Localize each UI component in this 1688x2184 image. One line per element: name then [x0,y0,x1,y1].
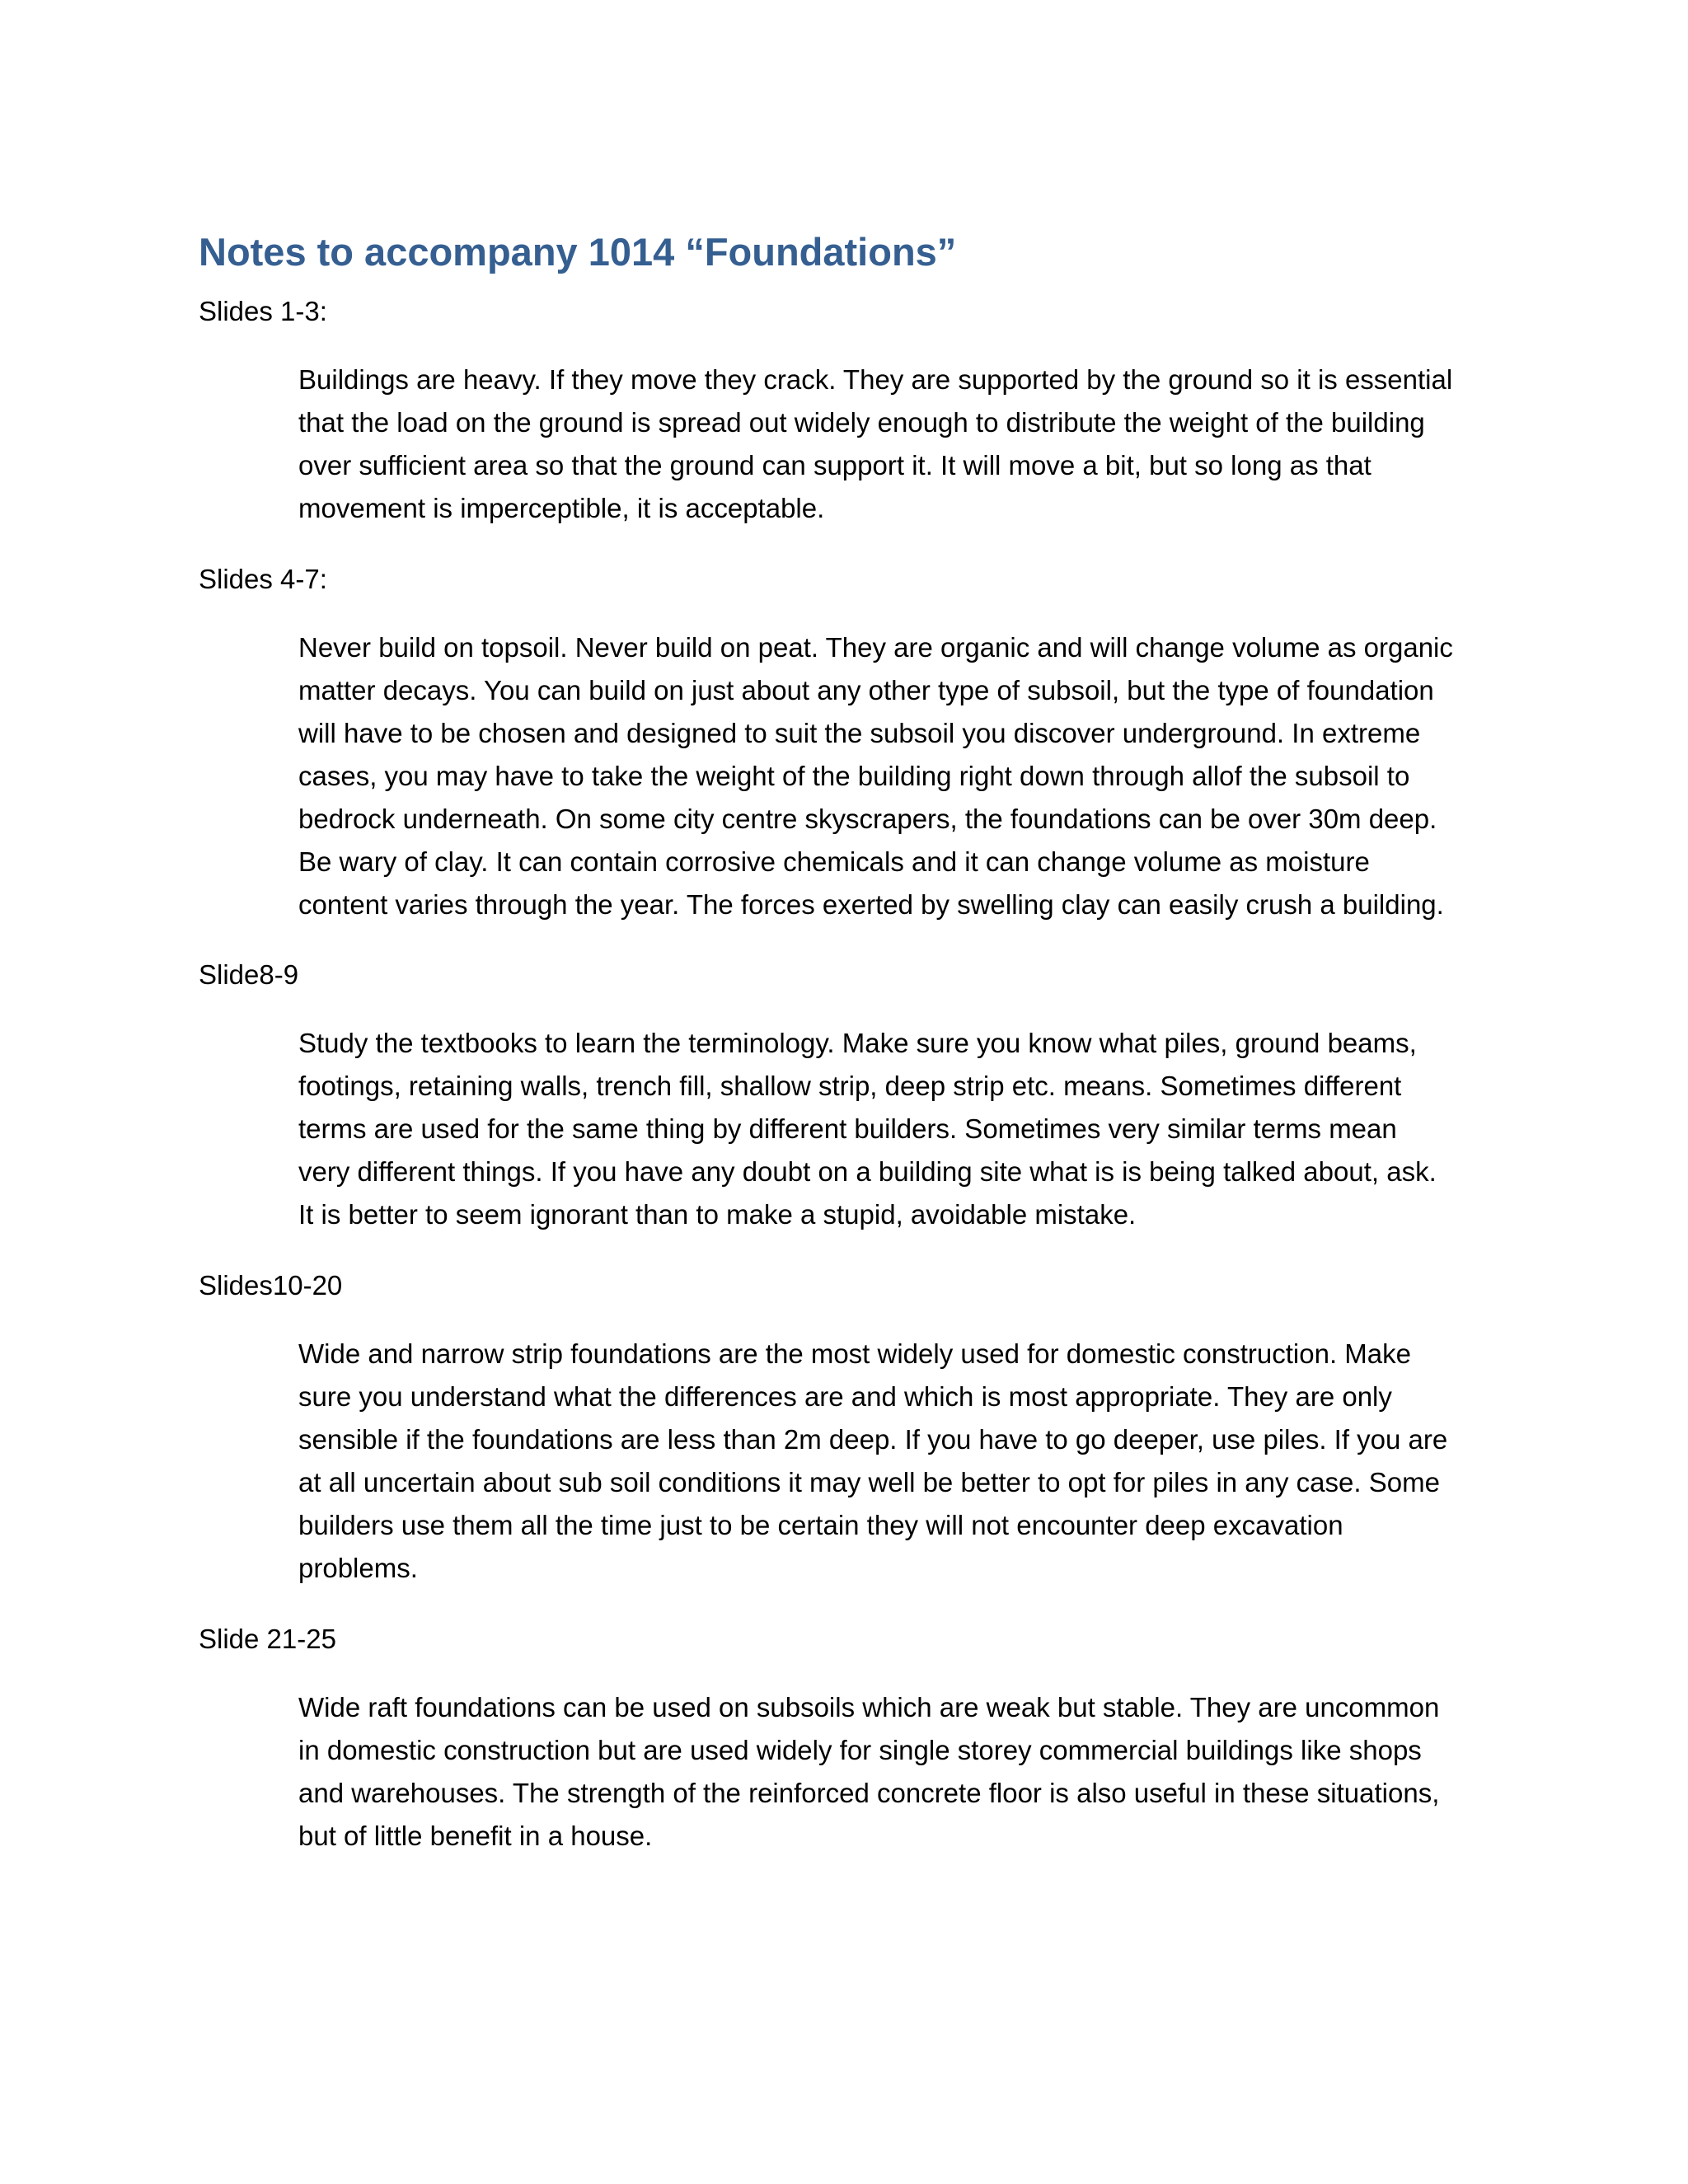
paragraph-line: sensible if the foundations are less than 2m deep. If you have to go deeper, use piles. If you are [298,1424,1448,1455]
section-heading-slides-1-3: Slides 1-3: [199,296,327,326]
paragraph-line: over sufficient area so that the ground can support it. It will move a bit, but so long as that [298,450,1372,480]
section-body-slides-4-7 [298,626,1489,926]
paragraph-line: and warehouses. The strength of the reinforced concrete floor is also useful in these situations, [298,1778,1440,1808]
paragraph-line: matter decays. You can build on just about any other type of subsoil, but the type of foundation [298,675,1434,705]
paragraph-line: cases, you may have to take the weight of the building right down through allof the subsoil to [298,761,1410,791]
paragraph-line: content varies through the year. The forces exerted by swelling clay can easily crush a building. [298,889,1444,920]
paragraph-line: in domestic construction but are used widely for single storey commercial buildings like shops [298,1735,1422,1765]
paragraph-line: terms are used for the same thing by different builders. Sometimes very similar terms mean [298,1113,1397,1144]
section-heading-slides-21-25: Slide 21-25 [199,1624,336,1654]
paragraph-line: very different things. If you have any doubt on a building site what is is being talked about, ask. [298,1156,1437,1187]
paragraph-line: bedrock underneath. On some city centre skyscrapers, the foundations can be over 30m deep. [298,804,1437,834]
paragraph-line: footings, retaining walls, trench fill, shallow strip, deep strip etc. means. Sometimes different [298,1071,1402,1101]
section-body-slides-10-20 [298,1333,1489,1590]
paragraph-line: sure you understand what the differences are and which is most appropriate. They are only [298,1381,1392,1412]
section-body-slides-21-25 [298,1686,1489,1858]
section-heading-slides-10-20: Slides10-20 [199,1270,343,1301]
section-heading-slides-4-7: Slides 4-7: [199,564,327,594]
paragraph-line: Wide raft foundations can be used on subsoils which are weak but stable. They are uncommon [298,1692,1440,1722]
paragraph-line: Buildings are heavy. If they move they crack. They are supported by the ground so it is essential [298,364,1453,395]
paragraph-line: at all uncertain about sub soil conditions it may well be better to opt for piles in any case. Some [298,1467,1440,1497]
paragraph-line: movement is imperceptible, it is acceptable. [298,493,825,523]
section-body-slides-8-9 [298,1022,1489,1236]
section-body-slides-1-3 [298,359,1489,530]
paragraph-line: that the load on the ground is spread out widely enough to distribute the weight of the building [298,407,1425,438]
paragraph-line: Wide and narrow strip foundations are the most widely used for domestic construction. Make [298,1338,1411,1369]
paragraph-line: It is better to seem ignorant than to make a stupid, avoidable mistake. [298,1199,1137,1230]
document-title: Notes to accompany 1014 “Foundations” [199,230,957,274]
paragraph-line: Be wary of clay. It can contain corrosive chemicals and it can change volume as moisture [298,846,1370,877]
paragraph-line: Study the textbooks to learn the terminology. Make sure you know what piles, ground beams, [298,1028,1417,1058]
paragraph-line: Never build on topsoil. Never build on peat. They are organic and will change volume as organic [298,632,1453,663]
paragraph-line: builders use them all the time just to be certain they will not encounter deep excavation [298,1510,1343,1540]
section-heading-slides-8-9: Slide8-9 [199,959,299,990]
paragraph-line: problems. [298,1553,418,1583]
paragraph-line: will have to be chosen and designed to suit the subsoil you discover underground. In extreme [298,718,1421,748]
paragraph-line: but of little benefit in a house. [298,1821,653,1851]
